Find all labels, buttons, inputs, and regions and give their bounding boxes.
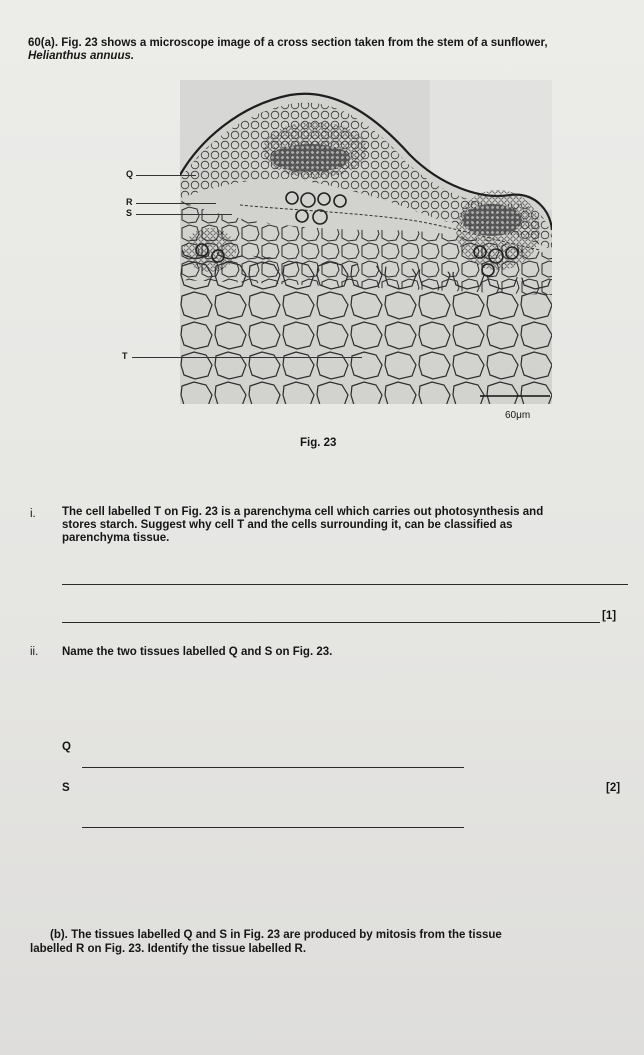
part-i-marks: [1]: [602, 610, 617, 622]
part-ii-q-label: Q: [62, 741, 71, 753]
stem-cross-section-micrograph: [180, 80, 552, 404]
label-s: S: [126, 208, 133, 218]
part-ii-s-answer-line[interactable]: [82, 827, 464, 828]
label-q: Q: [126, 169, 134, 179]
scale-bar-label: 60μm: [505, 410, 531, 421]
part-i-answer-line-2[interactable]: [62, 622, 600, 623]
part-ii-s-label: S: [62, 782, 70, 794]
label-t-pointer: [132, 357, 362, 358]
label-r-pointer: [136, 203, 216, 204]
label-t: T: [122, 351, 128, 361]
label-r: R: [126, 197, 133, 207]
label-s-pointer: [136, 214, 232, 215]
part-b-text-line2: labelled R on Fig. 23. Identify the tissue labelled R.: [30, 943, 307, 955]
part-ii-number: ii.: [30, 646, 39, 658]
label-q-pointer: [136, 175, 196, 176]
question-intro: Fig. 23 shows a microscope image of a cross section taken from the stem of a sunflower,: [61, 37, 548, 49]
part-i-text-line3: parenchyma tissue.: [62, 532, 170, 544]
part-ii-question: [62, 646, 332, 659]
part-i-text-line2: stores starch. Suggest why cell T and the cells surrounding it, can be classified as: [62, 519, 513, 531]
part-i-number: i.: [30, 508, 36, 520]
part-i-answer-line-1[interactable]: [62, 584, 628, 585]
figure-caption: Fig. 23: [300, 437, 337, 449]
part-i-text-line1: The cell labelled T on Fig. 23 is a parenchyma cell which carries out photosynthesis and: [62, 506, 544, 518]
part-b-text-line1: (b). The tissues labelled Q and S in Fig. 23 are produced by mitosis from the tissue: [50, 929, 502, 941]
part-ii-command-word: Name: [62, 646, 94, 658]
species-name: Helianthus annuus.: [28, 50, 135, 62]
part-ii-marks: [2]: [606, 782, 621, 794]
question-number: 60(a).: [28, 37, 59, 49]
part-ii-question-text: the two tissues labelled Q and S on Fig. 23.: [93, 646, 333, 658]
part-ii-q-answer-line[interactable]: [82, 767, 464, 768]
question-heading: [28, 37, 548, 50]
